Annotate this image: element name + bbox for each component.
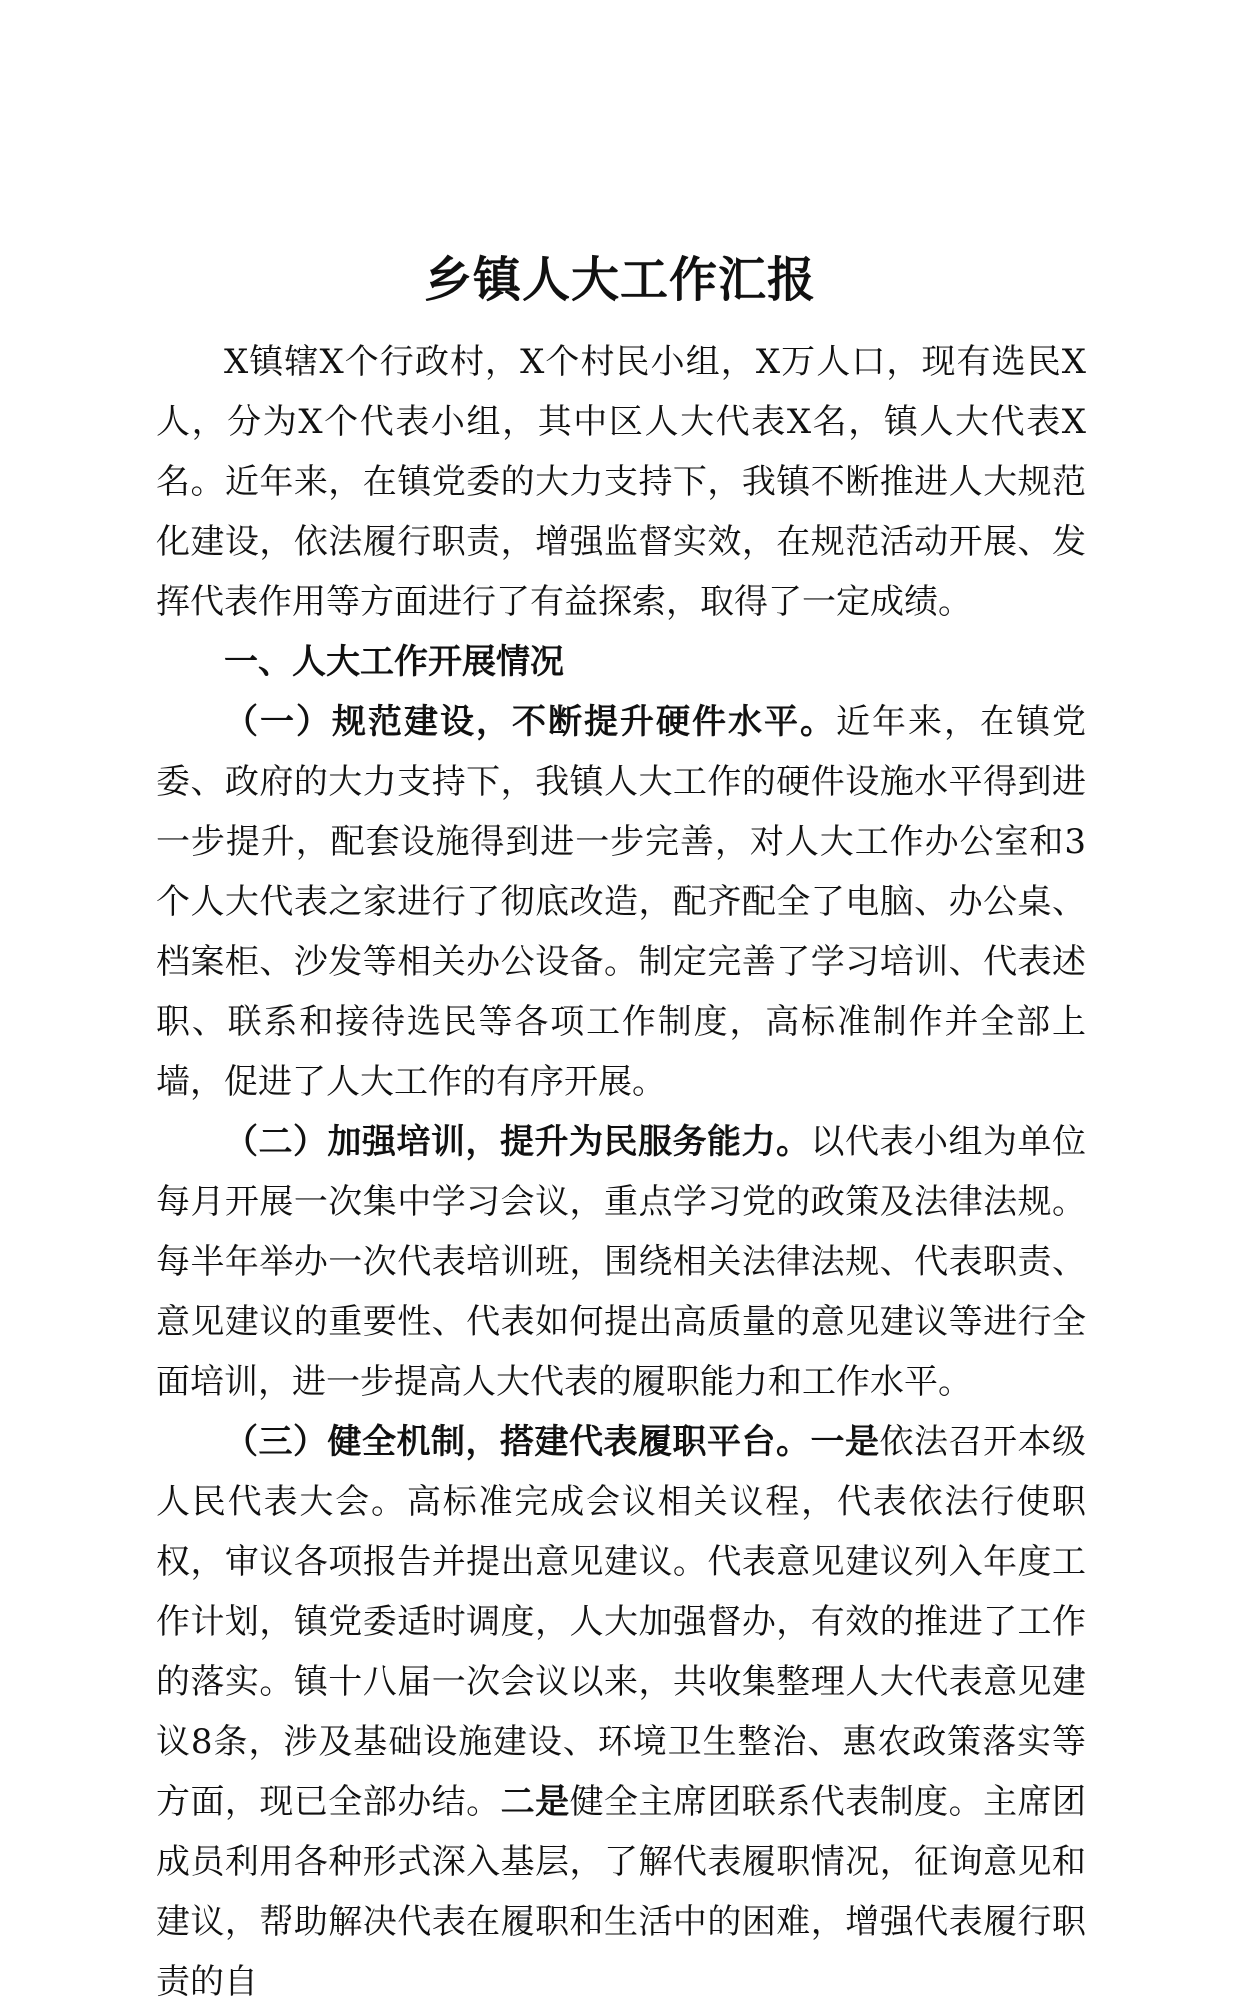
- paragraph-1-text: 近年来，在镇党委、政府的大力支持下，我镇人大工作的硬件设施水平得到进一步提升，配套设施得到进一步完善，对人大工作办公室和3个人大代表之家进行了彻底改造，配齐配全了电脑、办公桌、档案柜、沙发等相关办公设备。制定完善了学习培训、代表述职、联系和接待选民等各项工作制度，高标准制作并全部上墙，促进了人大工作的有序开展。: [156, 702, 1086, 1102]
- paragraph-1: [156, 692, 1086, 1112]
- paragraph-2: [156, 1112, 1086, 1412]
- paragraph-1-lead: （一）规范建设，不断提升硬件水平。: [224, 702, 836, 742]
- paragraph-2-text: 以代表小组为单位每月开展一次集中学习会议，重点学习党的政策及法律法规。每半年举办一次代表培训班，围绕相关法律法规、代表职责、意见建议的重要性、代表如何提出高质量的意见建议等进行全面培训，进一步提高人大代表的履职能力和工作水平。: [156, 1122, 1086, 1402]
- paragraph-3-text-2: 健全主席团联系代表制度。主席团成员利用各种形式深入基层，了解代表履职情况，征询意见和建议，帮助解决代表在履职和生活中的困难，增强代表履行职责的自: [156, 1782, 1087, 2002]
- paragraph-3-marker-2: 二是: [500, 1782, 570, 1822]
- paragraph-3-lead: （三）健全机制，搭建代表履职平台。: [224, 1422, 811, 1462]
- intro-paragraph: X镇辖X个行政村，X个村民小组，X万人口，现有选民X人，分为X个代表小组，其中区人大代表X名，镇人大代表X名。近年来，在镇党委的大力支持下，我镇不断推进人大规范化建设，依法履行职责，增强监督实效，在规范活动开展、发挥代表作用等方面进行了有益探索，取得了一定成绩。: [156, 342, 1086, 622]
- paragraph-3-marker-1: 一是: [810, 1422, 880, 1462]
- document-title: 乡镇人大工作汇报: [423, 252, 816, 308]
- paragraph-2-lead: （二）加强培训，提升为民服务能力。: [224, 1122, 811, 1162]
- document-body: [156, 332, 1086, 2012]
- section-heading: 一、人大工作开展情况: [224, 642, 564, 682]
- paragraph-3-text-1: 依法召开本级人民代表大会。高标准完成会议相关议程，代表依法行使职权，审议各项报告并提出意见建议。代表意见建议列入年度工作计划，镇党委适时调度，人大加强督办，有效的推进了工作的落实。镇十八届一次会议以来，共收集整理人大代表意见建议8条，涉及基础设施建设、环境卫生整治、惠农政策落实等方面，现已全部办结。: [156, 1422, 1086, 1822]
- paragraph-3: [156, 1412, 1086, 2012]
